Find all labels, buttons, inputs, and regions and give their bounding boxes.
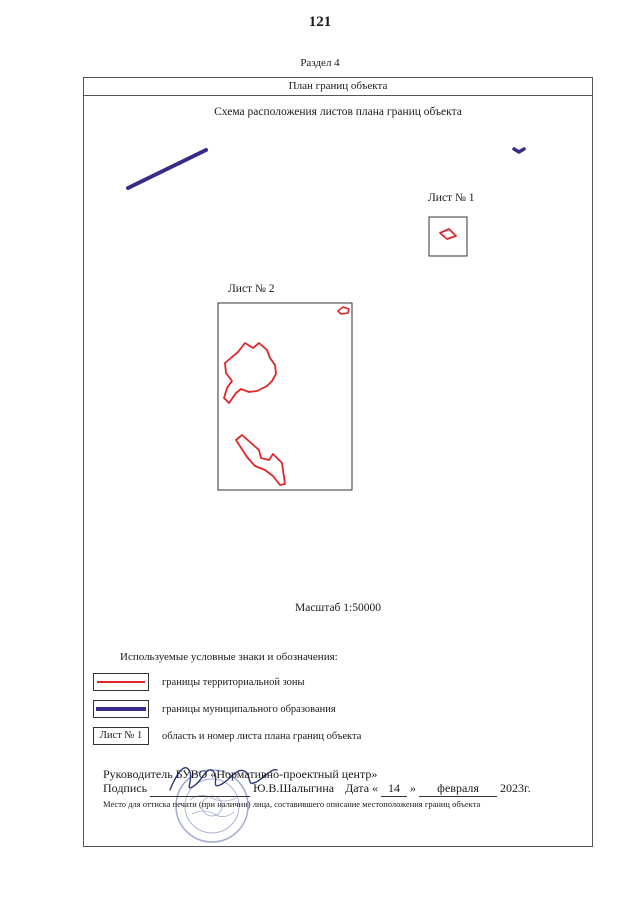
sheet-2-label: Лист № 2 <box>228 283 275 295</box>
date-mid: » <box>410 781 417 795</box>
date-year: 2023г. <box>500 781 531 795</box>
legend-swatch-zone <box>93 673 149 691</box>
signer-name: Ю.В.Шалыгина <box>253 781 335 795</box>
zone-boundary-sheet-1 <box>440 229 456 239</box>
legend-title: Используемые условные знаки и обозначения: <box>120 651 338 663</box>
legend-text-zone: границы территориальной зоны <box>162 677 305 688</box>
sheet-1-label: Лист № 1 <box>428 192 475 204</box>
legend-swatch-municipal <box>93 700 149 718</box>
sheet-2-box <box>218 303 352 490</box>
signature-line <box>103 781 531 797</box>
legend-text-municipal: границы муниципального образования <box>162 704 336 715</box>
signature-blank <box>150 781 250 797</box>
legend-sheet-sample: Лист № 1 <box>93 727 149 745</box>
municipal-boundary-fragment <box>514 149 524 152</box>
zone-boundary-large <box>224 343 276 403</box>
date-month: февраля <box>419 781 497 797</box>
map-scale: Масштаб 1:50000 <box>295 602 381 614</box>
zone-boundary-small <box>338 307 349 314</box>
stamp-place-note: Место для оттиска печати (при наличии) лица, составившего описание местоположения границ объекта <box>103 799 481 809</box>
sheet-1-box <box>429 217 467 256</box>
municipal-boundary-line <box>128 150 206 188</box>
page-number: 121 <box>308 14 332 30</box>
section-label: Раздел 4 <box>300 57 340 69</box>
scheme-title: Схема расположения листов плана границ объекта <box>214 106 462 118</box>
zone-boundary-strip <box>236 435 285 485</box>
frame-title: План границ объекта <box>84 78 592 96</box>
date-label: Дата « <box>345 781 379 795</box>
date-day: 14 <box>381 781 407 797</box>
legend-text-sheet: область и номер листа плана границ объекта <box>162 731 362 742</box>
sign-label: Подпись <box>103 781 148 795</box>
head-of-organization: Руководитель БУВО «Нормативно-проектный центр» <box>103 767 378 781</box>
